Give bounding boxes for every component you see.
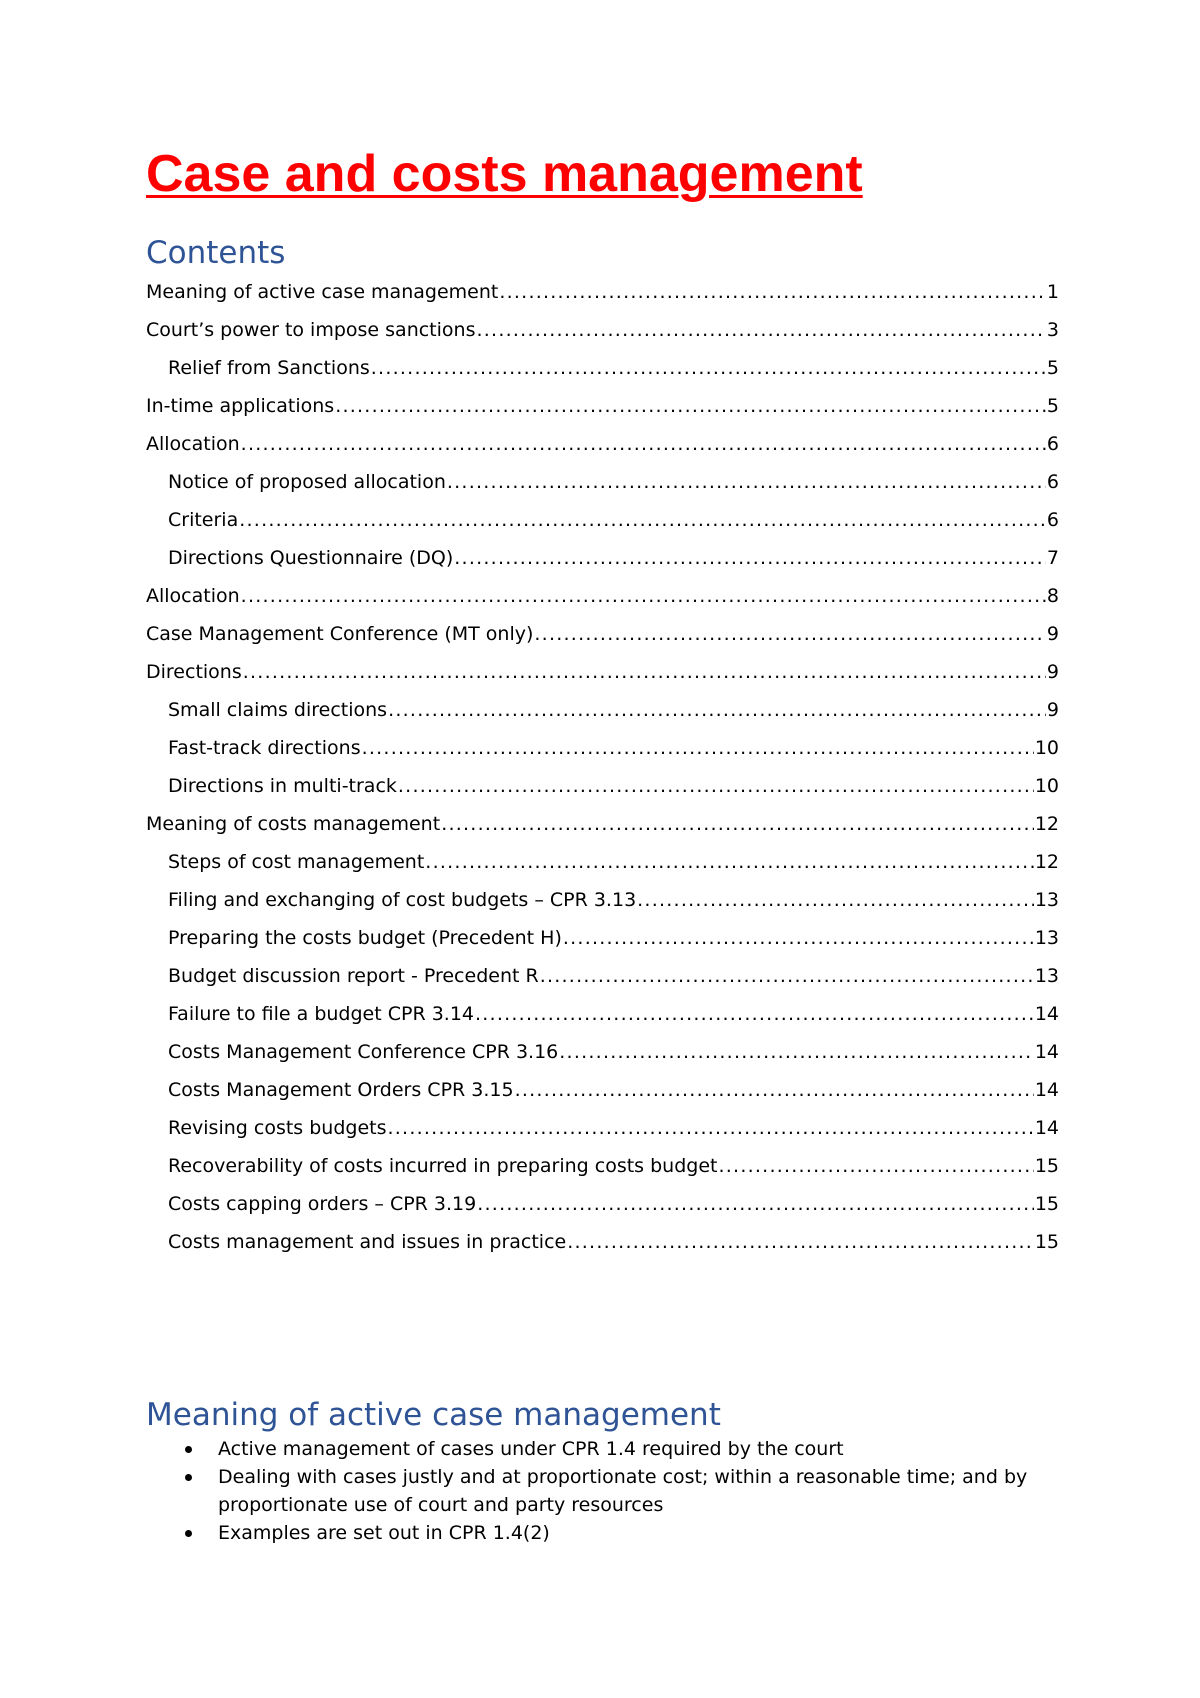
list-item-text: Dealing with cases justly and at proportionate cost; within a reasonable time; and by proportionate use of court and party resources (218, 1466, 1028, 1516)
toc-dot-leader (515, 1071, 1034, 1109)
toc-dot-leader (454, 539, 1046, 577)
toc-dot-leader (335, 387, 1046, 425)
toc-page-number: 1 (1046, 281, 1059, 303)
list-item-text: Active management of cases under CPR 1.4 required by the court (218, 1438, 844, 1460)
toc-entry[interactable] (146, 463, 1059, 501)
toc-entry[interactable] (146, 805, 1059, 843)
toc-entry[interactable] (146, 349, 1059, 387)
toc-entry-label: Preparing the costs budget (Precedent H) (168, 927, 562, 949)
toc-entry-label: Costs Management Orders CPR 3.15 (168, 1079, 514, 1101)
toc-page-number: 14 (1034, 1041, 1059, 1063)
toc-entry-label: Steps of cost management (168, 851, 425, 873)
toc-entry-label: Notice of proposed allocation (168, 471, 446, 493)
toc-page-number: 15 (1034, 1155, 1059, 1177)
toc-entry[interactable] (146, 387, 1059, 425)
toc-entry-label: Relief from Sanctions (168, 357, 370, 379)
toc-entry[interactable] (146, 1109, 1059, 1147)
toc-page-number: 14 (1034, 1117, 1059, 1139)
toc-page-number: 12 (1034, 813, 1059, 835)
toc-entry[interactable] (146, 1223, 1059, 1261)
toc-entry[interactable] (146, 767, 1059, 805)
toc-entry[interactable] (146, 653, 1059, 691)
toc-entry-label: Criteria (168, 509, 239, 531)
toc-entry[interactable] (146, 577, 1059, 615)
toc-entry-label: Allocation (146, 433, 240, 455)
toc-entry[interactable] (146, 273, 1059, 311)
toc-dot-leader (362, 729, 1034, 767)
bullet-icon (185, 1530, 192, 1537)
toc-entry-label: Revising costs budgets (168, 1117, 387, 1139)
toc-entry[interactable] (146, 311, 1059, 349)
toc-page-number: 15 (1034, 1193, 1059, 1215)
toc-dot-leader (241, 577, 1046, 615)
toc-entry-label: Directions in multi-track (168, 775, 397, 797)
toc-entry[interactable] (146, 1033, 1059, 1071)
list-item (146, 1435, 1076, 1463)
toc-entry[interactable] (146, 843, 1059, 881)
toc-dot-leader (718, 1147, 1033, 1185)
toc-dot-leader (499, 273, 1046, 311)
toc-entry-label: Court’s power to impose sanctions (146, 319, 476, 341)
toc-entry[interactable] (146, 995, 1059, 1033)
bullet-icon (185, 1474, 192, 1481)
toc-entry-label: Filing and exchanging of cost budgets – CPR 3.13 (168, 889, 637, 911)
bullet-list (146, 1435, 1076, 1547)
toc-dot-leader (243, 653, 1046, 691)
bullet-icon (185, 1446, 192, 1453)
toc-page-number: 10 (1034, 737, 1059, 759)
list-item-text: Examples are set out in CPR 1.4(2) (218, 1522, 550, 1544)
toc-page-number: 13 (1034, 965, 1059, 987)
toc-dot-leader (241, 425, 1046, 463)
contents-heading: Contents (146, 235, 286, 271)
toc-entry[interactable] (146, 729, 1059, 767)
toc-entry[interactable] (146, 919, 1059, 957)
toc-entry-label: Small claims directions (168, 699, 388, 721)
toc-page-number: 6 (1046, 509, 1059, 531)
toc-page-number: 9 (1046, 623, 1059, 645)
toc-page-number: 10 (1034, 775, 1059, 797)
toc-page-number: 5 (1046, 395, 1059, 417)
document-title: Case and costs management (146, 145, 863, 203)
toc-entry[interactable] (146, 957, 1059, 995)
toc-dot-leader (425, 843, 1034, 881)
toc-dot-leader (447, 463, 1046, 501)
toc-entry[interactable] (146, 881, 1059, 919)
toc-page-number: 6 (1046, 471, 1059, 493)
toc-page-number: 9 (1046, 699, 1059, 721)
toc-page-number: 3 (1046, 319, 1059, 341)
toc-dot-leader (398, 767, 1034, 805)
toc-entry-label: Case Management Conference (MT only) (146, 623, 534, 645)
toc-page-number: 5 (1046, 357, 1059, 379)
toc-entry-label: Costs capping orders – CPR 3.19 (168, 1193, 477, 1215)
toc-page-number: 15 (1034, 1231, 1059, 1253)
toc-entry[interactable] (146, 1071, 1059, 1109)
toc-entry-label: Costs management and issues in practice (168, 1231, 567, 1253)
toc-entry-label: Failure to file a budget CPR 3.14 (168, 1003, 474, 1025)
toc-dot-leader (388, 691, 1046, 729)
toc-entry-label: Costs Management Conference CPR 3.16 (168, 1041, 559, 1063)
toc-page-number: 6 (1046, 433, 1059, 455)
toc-page-number: 9 (1046, 661, 1059, 683)
toc-entry[interactable] (146, 691, 1059, 729)
toc-dot-leader (388, 1109, 1034, 1147)
list-item (146, 1463, 1076, 1519)
toc-entry[interactable] (146, 615, 1059, 653)
toc-page-number: 12 (1034, 851, 1059, 873)
toc-entry[interactable] (146, 1185, 1059, 1223)
toc-entry-label: Directions (146, 661, 242, 683)
toc-dot-leader (567, 1223, 1034, 1261)
toc-dot-leader (563, 919, 1034, 957)
toc-dot-leader (637, 881, 1034, 919)
toc-entry-label: Budget discussion report - Precedent R (168, 965, 539, 987)
toc-entry-label: In-time applications (146, 395, 335, 417)
toc-page-number: 7 (1046, 547, 1059, 569)
toc-dot-leader (476, 311, 1045, 349)
toc-dot-leader (534, 615, 1046, 653)
section-heading: Meaning of active case management (146, 1397, 721, 1433)
toc-page-number: 13 (1034, 927, 1059, 949)
list-item (146, 1519, 1076, 1547)
toc-page-number: 8 (1046, 585, 1059, 607)
toc-dot-leader (371, 349, 1046, 387)
toc-entry-label: Allocation (146, 585, 240, 607)
toc-entry[interactable] (146, 539, 1059, 577)
toc-dot-leader (239, 501, 1046, 539)
toc-entry[interactable] (146, 501, 1059, 539)
toc-page-number: 14 (1034, 1003, 1059, 1025)
toc-entry-label: Recoverability of costs incurred in preparing costs budget (168, 1155, 718, 1177)
toc-dot-leader (441, 805, 1034, 843)
toc-entry-label: Meaning of costs management (146, 813, 441, 835)
toc-entry[interactable] (146, 1147, 1059, 1185)
toc-dot-leader (475, 995, 1034, 1033)
toc-page-number: 14 (1034, 1079, 1059, 1101)
toc-dot-leader (477, 1185, 1034, 1223)
toc-dot-leader (540, 957, 1034, 995)
toc-page-number: 13 (1034, 889, 1059, 911)
toc-entry-label: Meaning of active case management (146, 281, 499, 303)
toc-entry-label: Fast-track directions (168, 737, 361, 759)
toc-dot-leader (559, 1033, 1034, 1071)
toc-entry-label: Directions Questionnaire (DQ) (168, 547, 454, 569)
toc-entry[interactable] (146, 425, 1059, 463)
table-of-contents (146, 273, 1059, 1261)
